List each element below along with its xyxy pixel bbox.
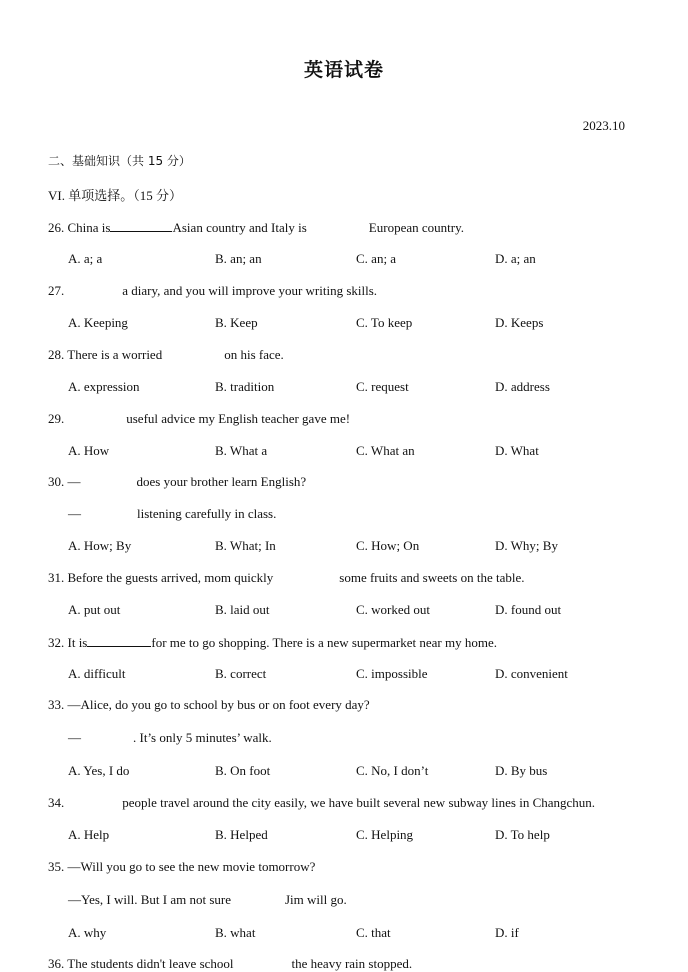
answer-blank[interactable] xyxy=(273,570,339,582)
reply-35: —Yes, I will. But I am not sure Jim will go. xyxy=(68,892,347,907)
answer-blank[interactable] xyxy=(64,411,126,423)
option-b[interactable]: B. Keep xyxy=(215,315,258,330)
options-26 xyxy=(68,251,668,269)
answer-blank[interactable] xyxy=(162,347,224,359)
options-31 xyxy=(68,602,668,620)
option-d[interactable]: D. By bus xyxy=(495,763,548,778)
answer-blank[interactable] xyxy=(307,220,369,232)
option-d[interactable]: D. To help xyxy=(495,827,550,842)
question-34: 34. people travel around the city easily, we have built several new subway lines in Changchun. xyxy=(48,795,596,810)
option-c[interactable]: C. Helping xyxy=(356,827,414,842)
option-c[interactable]: C. worked out xyxy=(356,602,431,617)
reply-33: — . It’s only 5 minutes’ walk. xyxy=(68,730,272,745)
option-c[interactable]: C. How; On xyxy=(356,538,420,553)
option-a[interactable]: A. Keeping xyxy=(68,315,128,330)
option-d[interactable]: D. Why; By xyxy=(495,538,558,553)
question-30: 30. — does your brother learn English? xyxy=(48,474,307,489)
answer-blank[interactable] xyxy=(64,795,122,807)
option-c[interactable]: C. What an xyxy=(356,443,415,458)
paper-title: 英语试卷 xyxy=(303,59,384,81)
option-d[interactable]: D. a; an xyxy=(495,251,536,266)
option-a[interactable]: A. Help xyxy=(68,827,110,842)
option-b[interactable]: B. Helped xyxy=(215,827,268,842)
option-d[interactable]: D. What xyxy=(495,443,539,458)
answer-blank[interactable] xyxy=(81,474,137,486)
option-a[interactable]: A. How; By xyxy=(68,538,132,553)
answer-blank[interactable] xyxy=(81,506,137,518)
option-a[interactable]: A. why xyxy=(68,925,107,940)
question-36: 36. The students didn't leave school the heavy rain stopped. xyxy=(48,956,413,971)
option-d[interactable]: D. convenient xyxy=(495,666,568,681)
options-34 xyxy=(68,827,668,845)
option-a[interactable]: A. How xyxy=(68,443,110,458)
question-27: 27. a diary, and you will improve your writing skills. xyxy=(48,283,378,298)
answer-blank[interactable] xyxy=(234,956,292,968)
option-b[interactable]: B. tradition xyxy=(215,379,275,394)
option-d[interactable]: D. Keeps xyxy=(495,315,544,330)
options-28 xyxy=(68,379,668,397)
option-c[interactable]: C. To keep xyxy=(356,315,413,330)
question-26: 26. China is Asian country and Italy is European country. xyxy=(48,220,464,235)
option-a[interactable]: A. put out xyxy=(68,602,121,617)
exam-date: 2023.10 xyxy=(582,118,625,133)
option-b[interactable]: B. correct xyxy=(215,666,267,681)
option-a[interactable]: A. difficult xyxy=(68,666,126,681)
part-heading: VI. 单项选择。（15 分） xyxy=(48,188,182,203)
options-35 xyxy=(68,925,668,943)
option-b[interactable]: B. What a xyxy=(215,443,268,458)
question-33: 33. —Alice, do you go to school by bus or on foot every day? xyxy=(48,697,370,712)
reply-30: — listening carefully in class. xyxy=(68,506,277,521)
option-a[interactable]: A. expression xyxy=(68,379,140,394)
option-c[interactable]: C. impossible xyxy=(356,666,428,681)
options-27 xyxy=(68,315,668,333)
option-d[interactable]: D. address xyxy=(495,379,550,394)
question-35: 35. —Will you go to see the new movie tomorrow? xyxy=(48,859,316,874)
option-d[interactable]: D. if xyxy=(495,925,519,940)
question-32: 32. It is for me to go shopping. There is a new supermarket near my home. xyxy=(48,635,497,650)
option-a[interactable]: A. a; a xyxy=(68,251,103,266)
question-28: 28. There is a worried on his face. xyxy=(48,347,284,362)
option-c[interactable]: C. that xyxy=(356,925,391,940)
section-heading: 二、基础知识（共 15 分） xyxy=(48,154,191,168)
answer-blank[interactable] xyxy=(231,892,285,904)
answer-blank[interactable] xyxy=(81,730,133,742)
options-29 xyxy=(68,443,668,461)
options-32 xyxy=(68,666,668,684)
option-c[interactable]: C. No, I don’t xyxy=(356,763,429,778)
option-b[interactable]: B. On foot xyxy=(215,763,271,778)
option-d[interactable]: D. found out xyxy=(495,602,562,617)
option-b[interactable]: B. What; In xyxy=(215,538,276,553)
answer-blank[interactable] xyxy=(64,283,122,295)
options-30 xyxy=(68,538,668,556)
answer-blank[interactable] xyxy=(110,219,172,232)
question-29: 29. useful advice my English teacher gave me! xyxy=(48,411,351,426)
answer-blank[interactable] xyxy=(87,634,151,647)
option-c[interactable]: C. request xyxy=(356,379,409,394)
option-b[interactable]: B. an; an xyxy=(215,251,262,266)
option-a[interactable]: A. Yes, I do xyxy=(68,763,130,778)
option-c[interactable]: C. an; a xyxy=(356,251,397,266)
options-33 xyxy=(68,763,668,781)
option-b[interactable]: B. what xyxy=(215,925,256,940)
option-b[interactable]: B. laid out xyxy=(215,602,270,617)
question-31: 31. Before the guests arrived, mom quickly some fruits and sweets on the table. xyxy=(48,570,525,585)
